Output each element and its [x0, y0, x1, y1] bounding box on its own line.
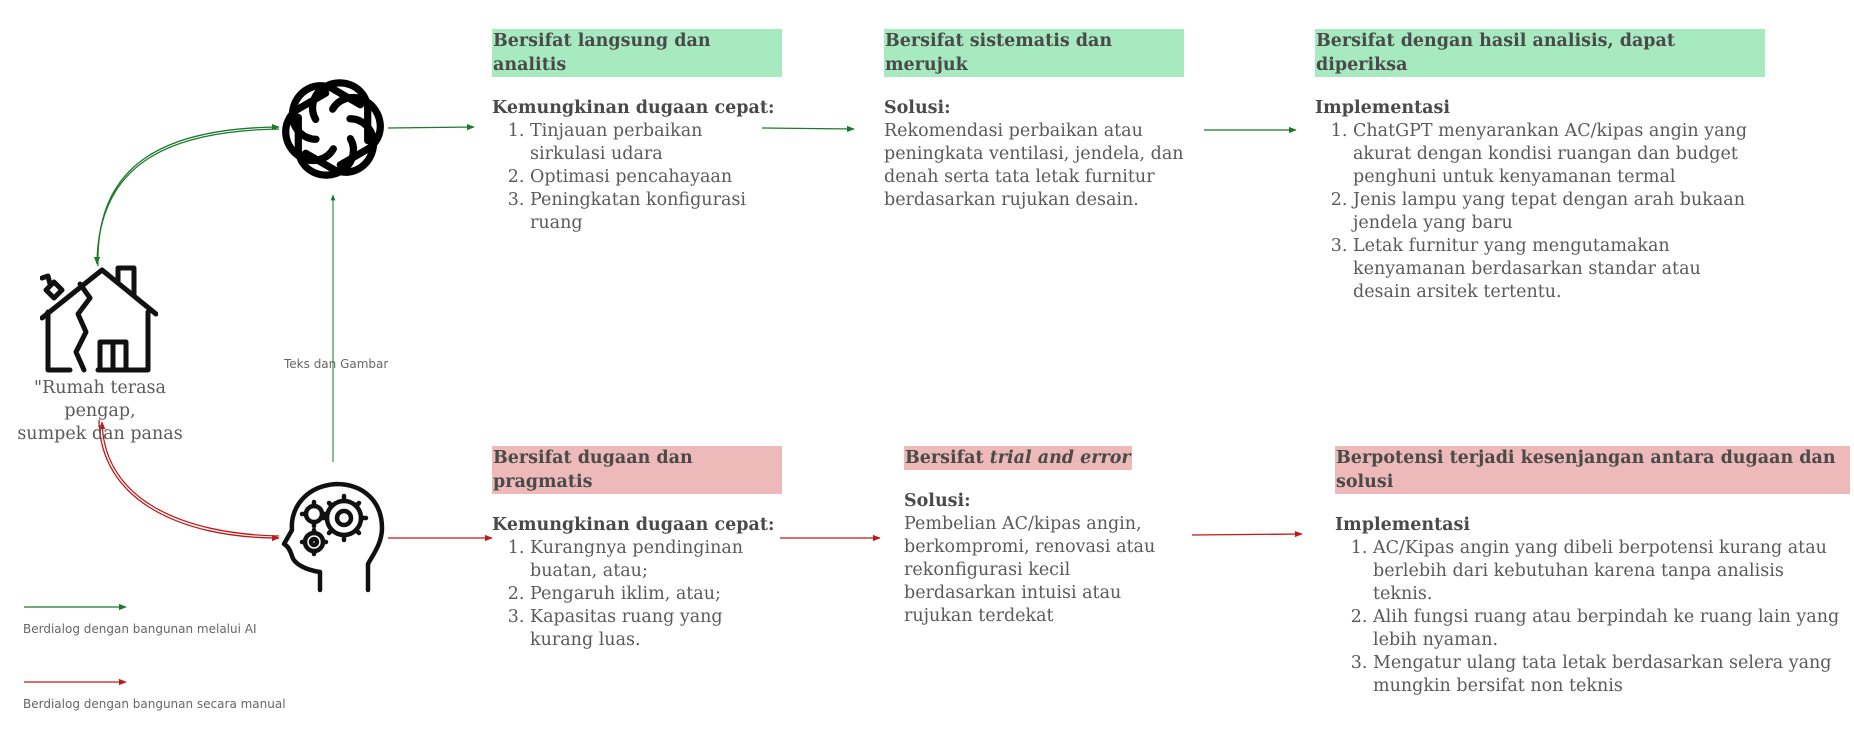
top-col3-block [1315, 29, 1765, 304]
top-col2-text: Rekomendasi perbaikan atau peningkata ventilasi, jendela, dan denah serta tata letak furnitur berdasarkan rujukan desain. [884, 121, 1184, 210]
legend-ai-label: Berdialog dengan bangunan melalui AI [23, 622, 257, 636]
top-col1-header: Bersifat langsung dan analitis [492, 29, 782, 77]
list-item: 1. Tinjauan perbaikan sirkulasi udara [530, 120, 782, 166]
list-item: 2. Alih fungsi ruang atau berpindah ke ruang lain yang lebih nyaman. [1373, 606, 1843, 652]
bottom-col1-header: Bersifat dugaan dan pragmatis [492, 446, 782, 494]
list-item: 2. Optimasi pencahayaan [530, 166, 782, 189]
top-col2-block [884, 29, 1184, 212]
top-col3-header: Bersifat dengan hasil analisis, dapat diperiksa [1315, 29, 1765, 77]
arrow-ai-to-col1 [388, 127, 474, 128]
list-item: 2. Jenis lampu yang tepat dengan arah bukaan jendela yang baru [1353, 189, 1761, 235]
top-col1-sub: Kemungkinan dugaan cepat: [492, 98, 775, 118]
top-col2-header: Bersifat sistematis dan merujuk [884, 29, 1184, 77]
bottom-col2-text: Pembelian AC/kipas angin, berkompromi, renovasi atau rekonfigurasi kecil berdasarkan intuisi atau rujukan terdekat [904, 514, 1156, 626]
top-col3-list [1315, 120, 1761, 304]
list-item: 3. Mengatur ulang tata letak berdasarkan selera yang mungkin bersifat non teknis [1373, 652, 1843, 698]
bottom-col1-sub: Kemungkinan dugaan cepat: [492, 515, 775, 535]
bottom-col1-block [492, 446, 782, 652]
mid-label: Teks dan Gambar [284, 357, 389, 371]
list-item: 1. Kurangnya pendinginan buatan, atau; [530, 537, 782, 583]
bottom-col3-block [1335, 446, 1850, 698]
arrow-ai-to-house [97, 129, 279, 264]
bottom-col2-block [904, 446, 1184, 628]
top-col2-sub: Solusi: [884, 98, 951, 118]
bottom-col2-header-em: trial and error [989, 448, 1131, 468]
list-item: 3. Kapasitas ruang yang kurang luas. [530, 606, 782, 652]
bottom-col2-sub: Solusi: [904, 491, 971, 511]
arrow-house-to-ai [98, 127, 279, 266]
bottom-col2-header [904, 446, 1132, 470]
bottom-col2-header-prefix: Bersifat [905, 448, 990, 468]
list-item: 3. Peningkatan konfigurasi ruang [530, 189, 782, 235]
bottom-col3-sub: Implementasi [1335, 515, 1471, 535]
list-item: 2. Pengaruh iklim, atau; [530, 583, 782, 606]
list-item: 3. Letak furnitur yang mengutamakan kenyamanan berdasarkan standar atau desain arsitek tertentu. [1353, 235, 1761, 304]
bottom-col1-list [492, 537, 782, 652]
top-col1-block [492, 29, 782, 235]
head-gears-icon [280, 480, 386, 594]
openai-logo-icon [280, 76, 386, 182]
broken-house-icon [40, 262, 158, 374]
bottom-col3-header: Berpotensi terjadi kesenjangan antara dugaan dan solusi [1335, 446, 1850, 494]
arrow-bottom-col2-to-col3 [1192, 534, 1302, 535]
top-col3-sub: Implementasi [1315, 98, 1451, 118]
list-item: 1. ChatGPT menyarankan AC/kipas angin yang akurat dengan kondisi ruangan dan budget penghuni untuk kenyamanan termal [1353, 120, 1761, 189]
top-col1-list [492, 120, 782, 235]
bottom-col3-list [1335, 537, 1843, 698]
house-caption-line2: sumpek dan panas [17, 424, 183, 444]
list-item: 1. AC/Kipas angin yang dibeli berpotensi kurang atau berlebih dari kebutuhan karena tanpa analisis teknis. [1373, 537, 1843, 606]
house-caption-line1: "Rumah terasa pengap, [34, 378, 166, 421]
legend-manual-label: Berdialog dengan bangunan secara manual [23, 697, 286, 711]
house-caption [0, 377, 200, 446]
